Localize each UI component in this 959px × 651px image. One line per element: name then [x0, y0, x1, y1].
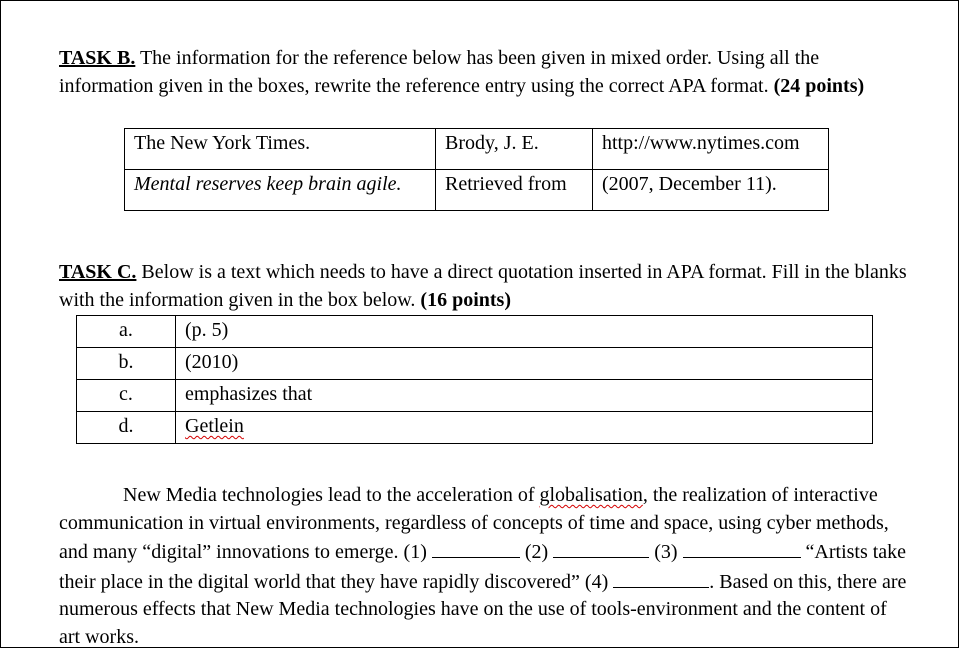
passage-text: (2) — [519, 541, 554, 563]
spellcheck-word: globalisation — [539, 484, 643, 506]
table-row — [77, 316, 873, 348]
table-cell: Retrieved from — [436, 170, 593, 211]
row-value: (p. 5) — [176, 316, 873, 348]
table-cell: Mental reserves keep brain agile. — [125, 170, 436, 211]
passage-text: New Media technologies lead to the acceleration of — [123, 484, 540, 506]
task-b-heading: TASK B. — [59, 47, 136, 69]
table-row — [125, 170, 829, 211]
task-b-table — [124, 128, 829, 211]
task-c-points: (16 points) — [420, 288, 511, 311]
row-label: d. — [77, 412, 176, 444]
row-label: a. — [77, 316, 176, 348]
passage-text: . Based on this, there are numerous effects that New Media technologies have on the use of tools-environment and the content of art works. — [59, 570, 907, 648]
task-c-heading: TASK C. — [59, 261, 137, 283]
task-b-text: The information for the reference below has been given in mixed order. Using all the information given in the boxes, rewrite the reference entry using the correct APA format. — [59, 47, 820, 97]
table-row — [77, 380, 873, 412]
table-cell: The New York Times. — [125, 129, 436, 170]
row-value — [176, 412, 873, 444]
spellcheck-word: Getlein — [185, 415, 244, 437]
answer-blank-2 — [553, 537, 649, 558]
task-b-instructions — [59, 45, 909, 100]
passage — [59, 482, 909, 651]
row-value: emphasizes that — [176, 380, 873, 412]
answer-blank-3 — [683, 537, 801, 558]
table-row — [125, 129, 829, 170]
passage-text: , the realization of interactive communication in virtual environments, regardless of concepts of time and space, using cyber methods, and many “digital” innovations to emerge. (1) — [59, 484, 889, 563]
task-c-text: Below is a text which needs to have a direct quotation inserted in APA format. Fill in the blanks with the information given in the box below. — [59, 261, 907, 311]
answer-blank-4 — [613, 567, 709, 588]
task-b-points: (24 points) — [773, 74, 865, 97]
quotation: “Artists take their place in the digital world that they have rapidly discovered” (4) — [59, 541, 907, 593]
passage-text: (3) — [649, 541, 683, 563]
table-cell: (2007, December 11). — [593, 170, 829, 211]
table-row — [77, 348, 873, 380]
row-label: c. — [77, 380, 176, 412]
table-cell: http://www.nytimes.com — [593, 129, 829, 170]
table-cell: Brody, J. E. — [436, 129, 593, 170]
task-c-table — [76, 315, 873, 444]
row-label: b. — [77, 348, 176, 380]
answer-blank-1 — [432, 537, 520, 558]
task-c-instructions — [59, 259, 909, 314]
table-row — [77, 412, 873, 444]
row-value: (2010) — [176, 348, 873, 380]
